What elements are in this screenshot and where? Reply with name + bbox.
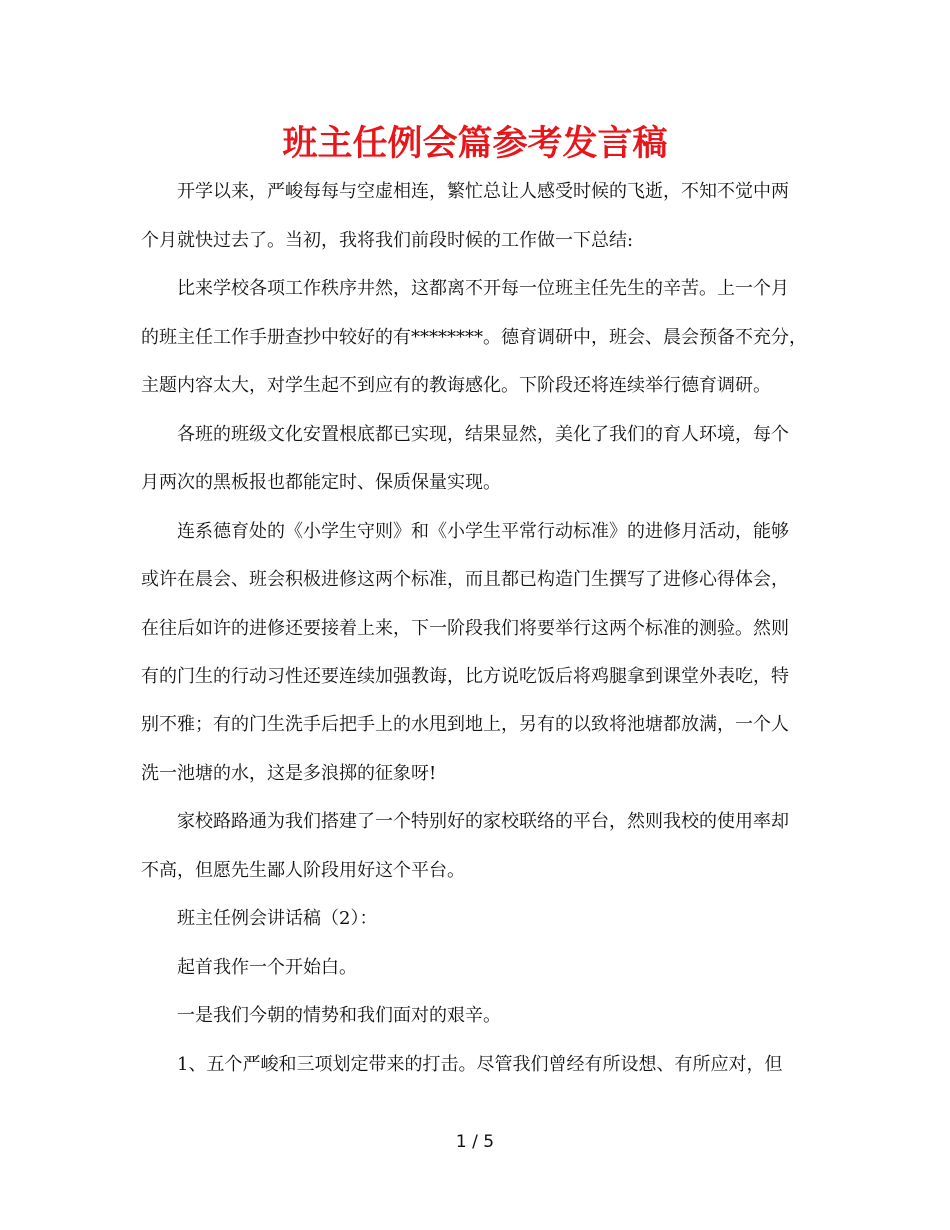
paragraph-line: 各班的班级文化安置根底都已实现，结果显然，美化了我们的育人环境，每个 — [177, 424, 789, 445]
paragraph-line: 或许在晨会、班会积极进修这两个标准，而且都已构造门生撰写了进修心得体会， — [141, 569, 789, 590]
paragraph-line: 主题内容太大，对学生起不到应有的教诲感化。下阶段还将连续举行德育调研。 — [141, 375, 771, 396]
paragraph-line: 有的门生的行动习性还要连续加强教诲，比方说吃饭后将鸡腿拿到课堂外表吃，特 — [141, 666, 789, 687]
paragraph-line: 一是我们今朝的情势和我们面对的艰辛。 — [177, 1005, 501, 1026]
paragraph-line: 开学以来，严峻每每与空虚相连，繁忙总让人感受时候的飞逝，不知不觉中两 — [177, 181, 789, 202]
paragraph-line: 家校路路通为我们搭建了一个特别好的家校联络的平台，然则我校的使用率却 — [177, 811, 789, 832]
page-number: 1 / 5 — [455, 1132, 495, 1152]
paragraph-line: 1、五个严峻和三项划定带来的打击。尽管我们曾经有所设想、有所应对，但 — [177, 1054, 783, 1075]
paragraph-line: 班主任例会讲话稿（2）： — [177, 908, 378, 929]
paragraph-line: 连系德育处的《小学生守则》和《小学生平常行动标准》的进修月活动，能够 — [177, 521, 789, 542]
page-title: 班主任例会篇参考发言稿 — [282, 124, 668, 164]
paragraph-line: 个月就快过去了。当初，我将我们前段时候的工作做一下总结: — [141, 230, 634, 251]
paragraph-line: 在往后如许的进修还要接着上来，下一阶段我们将要举行这两个标准的测验。然则 — [141, 618, 789, 639]
paragraph-line: 比来学校各项工作秩序井然，这都离不开每一位班主任先生的辛苦。上一个月 — [177, 278, 789, 299]
paragraph-line: 月两次的黑板报也都能定时、保质保量实现。 — [141, 472, 501, 493]
paragraph-line: 洗一池塘的水，这是多浪掷的征象呀! — [141, 763, 437, 784]
paragraph-line: 别不雅；有的门生洗手后把手上的水甩到地上，另有的以致将池塘都放满，一个人 — [141, 714, 789, 735]
paragraph-line: 的班主任工作手册查抄中较好的有********。德育调研中，班会、晨会预备不充分， — [141, 327, 807, 348]
paragraph-line: 起首我作一个开始白。 — [177, 957, 357, 978]
paragraph-line: 不高，但愿先生鄙人阶段用好这个平台。 — [141, 860, 465, 881]
